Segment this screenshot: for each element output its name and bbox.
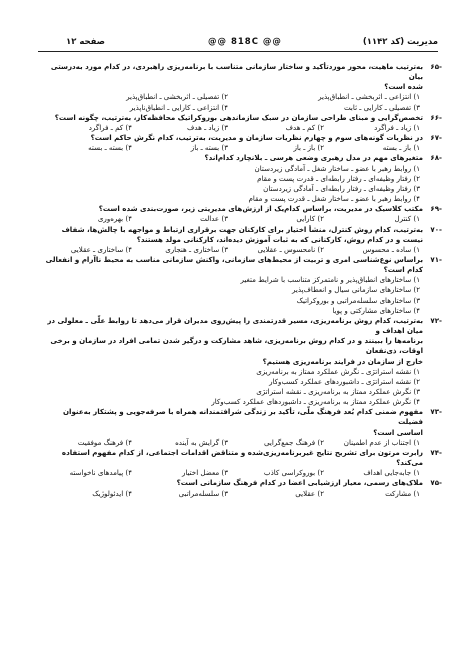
answer-options [36, 468, 442, 478]
answer-option: ۴) فرهنگ موفقیت [77, 437, 132, 447]
answer-option: ۲) رفتار وظیفه‌ای ـ رفتار رابطه‌ای ـ قدرت پست و مقام [257, 173, 420, 183]
answer-option: ۲) فرهنگ جمع‌گرایی [263, 437, 324, 447]
question-text: در نظریات گونه‌های سوم و چهارم نظریات سازمان و مدیریت، به‌ترتیب، کدام نگرش حاکم است؟ [90, 133, 423, 143]
question-list [36, 62, 442, 499]
answer-option: ۱) نقشه استراتژی ـ نگرش عملکرد ممتاز به برنامه‌ریزی [256, 366, 420, 376]
answer-options [36, 367, 442, 408]
answer-option: ۴) انتزاعی ـ کارایی ـ انطباق‌ناپذیر [129, 102, 228, 112]
answer-option: ۲) کم ـ هدف [285, 122, 324, 132]
answer-option: ۱) کنترل [394, 214, 420, 224]
question-item [36, 225, 442, 255]
answer-option: ۴) روابط رهبر با عضو ـ ساختار شغل ـ قدرت پست و مقام [248, 194, 420, 204]
answer-option: ۴) بسته ـ بسته [88, 143, 132, 153]
answer-option: ۲) ساختارهای سازمانی سیال و انعطاف‌پذیر [291, 285, 420, 295]
question-text: به‌ترتیب ماهیت، محور موردتأکید و ساختار سازمانی متناسب با برنامه‌ریزی راهبردی، در کدام مورد به‌درستی بیان [50, 62, 423, 82]
question-number: -۷۴ [430, 447, 442, 457]
answer-option: ۳) ساختاری ـ هنجاری [165, 244, 228, 254]
page-header [38, 37, 438, 52]
page-number: صفحه ۱۲ [66, 37, 105, 47]
booklet-code: @@ 818C @@ [208, 37, 282, 47]
question-number: -۶۹ [430, 204, 442, 214]
question-item [36, 448, 442, 478]
answer-options [36, 123, 442, 133]
question-number: -۶۵ [430, 62, 442, 71]
question-text: اساسی است؟ [373, 427, 423, 437]
question-number: -۷۵ [430, 478, 442, 488]
question-text: خارج از سازمان در فرایند برنامه‌ریزی هستیم؟ [262, 356, 423, 366]
answer-options [36, 214, 442, 224]
answer-option: ۴) ایدئولوژیک [92, 488, 132, 498]
answer-option: ۱) انتزاعی ـ اثربخشی ـ انطباق‌پذیر [318, 92, 420, 102]
answer-option: ۴) ساختاری ـ عقلایی [70, 244, 132, 254]
answer-options [36, 275, 442, 316]
answer-option: ۲) تفصیلی ـ اثربخشی ـ انطباق‌پذیر [126, 92, 228, 102]
answer-option: ۴) بهره‌وری [97, 214, 132, 224]
answer-option: ۱) اجتناب از عدم اطمینان [343, 437, 420, 447]
question-text: براساس نوع‌شناسی امری و تربیت از محیط‌های سازمانی، واکنش سازمانی مناسب به محیط ناآرام و انفعالی کدام است؟ [45, 254, 423, 275]
question-item [36, 407, 442, 448]
question-item [36, 113, 442, 133]
question-text: به‌ترتیب، کدام روش برنامه‌ریزی، مسیر قدرتمندی را پیش‌روی مدیران قرار می‌دهد تا روابط علّی ـ معلولی در میان اهداف و [47, 315, 423, 336]
question-item [36, 255, 442, 316]
answer-option: ۳) گرایش به آینده [175, 437, 228, 447]
answer-option: ۳) تفصیلی ـ کارایی ـ ثابت [343, 102, 420, 112]
answer-option: ۲) بوروکراسی کاذب [263, 468, 324, 478]
question-text: برنامه‌ها را ببینند و در کدام روش برنامه‌ریزی، شاهد مشارکت و درگیر شدن تمامی افراد در سازمان و برخی اوقات، ذی‌نفعان [50, 336, 423, 356]
question-number: -۷۰ [430, 224, 442, 234]
answer-option: ۳) زیاد ـ هدف [187, 122, 228, 132]
answer-options [36, 438, 442, 448]
answer-options [36, 143, 442, 153]
answer-options [36, 489, 442, 499]
question-text: مکتب کلاسیک در مدیریت، براساس کدام‌یک از ارزش‌های مدیریتی زیر، صورت‌بندی شده است؟ [98, 204, 423, 214]
answer-option: ۴) ساختارهای مشارکتی و پویا [332, 305, 420, 315]
answer-option: ۱) باز ـ بسته [382, 143, 420, 153]
question-item [36, 316, 442, 407]
question-number: -۶۸ [430, 153, 442, 163]
question-text: مفهوم ضمنی کدام بُعد فرهنگ ملّی، تأکید بر زندگی شرافتمندانه همراه با صرفه‌جویی و پشتکار به‌عنوان فضیلت [63, 407, 423, 427]
question-number: -۷۱ [430, 254, 442, 264]
answer-option: ۳) بسته ـ باز [190, 143, 228, 153]
answer-option: ۱) مشارکت [385, 488, 420, 498]
answer-options [36, 92, 442, 112]
question-text: ملاک‌های رسمی، معیار ارزشیابی اعضا در کدام فرهنگ سازمانی است؟ [176, 478, 423, 488]
answer-option: ۳) عدالت [200, 214, 228, 224]
answer-option: ۱) زیاد ـ فراگرد [374, 122, 420, 132]
subject-title: مدیریت (کد ۱۱۴۲) [362, 37, 438, 47]
question-text: نیست و در کدام روش، کارکنانی که به ثبات آموزش دیده‌اند، کارکنانی مولد هستند؟ [136, 234, 423, 244]
answer-option: ۴) کم ـ فراگرد [88, 122, 132, 132]
question-text: متغیرهای مهم در مدل رهبری وضعی هرسی ـ بلانچارد کدام‌اند؟ [204, 153, 423, 163]
answer-option: ۳) سلسله‌مراتبی [178, 488, 228, 498]
answer-option: ۳) معضل اختیار [181, 468, 228, 478]
question-item [36, 204, 442, 224]
question-number: -۷۳ [430, 407, 442, 417]
answer-option: ۱) ساختارهای انطباق‌پذیر و نامتمرکز متناسب با شرایط متغیر [240, 275, 420, 285]
question-number: -۶۷ [430, 133, 442, 143]
question-text: شده است؟ [384, 82, 423, 92]
answer-option: ۲) عقلایی [295, 488, 324, 498]
question-item [36, 62, 442, 113]
question-text: به‌ترتیب، کدام روش کنترل، منشأ اختیار برای کارکنان جهت برقراری ارتباط و مواجهه با چالش‌ها، شفاف [61, 224, 423, 234]
question-number: -۶۶ [430, 112, 442, 122]
answer-option: ۲) نقشه استراتژی ـ داشبوردهای عملکرد کسب‌وکار [269, 376, 420, 386]
question-item [36, 478, 442, 498]
answer-option: ۴) پیامدهای ناخواسته [69, 468, 132, 478]
question-text: تخصص‌گرایی و مبنای طراحی سازمان در سبک سازماندهی بوروکراتیک محافظه‌کار، به‌ترتیب، چگونه است؟ [54, 112, 423, 122]
question-item [36, 153, 442, 204]
answer-option: ۱) جابه‌جایی اهداف [363, 468, 420, 478]
answer-option: ۴) نگرش عملکرد ممتاز به برنامه‌ریزی ـ داشبوردهای عملکرد کسب‌وکار [211, 397, 420, 407]
answer-option: ۱) ساده ـ محسوس [362, 244, 420, 254]
answer-option: ۲) نامحسوس ـ عقلایی [257, 244, 324, 254]
question-item [36, 133, 442, 153]
answer-option: ۳) رفتار وظیفه‌ای ـ رفتار رابطه‌ای ـ آمادگی زیردستان [263, 183, 420, 193]
answer-options [36, 164, 442, 205]
answer-option: ۲) باز ـ باز [293, 143, 324, 153]
answer-option: ۳) ساختارهای سلسله‌مراتبی و بوروکراتیک [296, 295, 420, 305]
answer-options [36, 245, 442, 255]
answer-option: ۲) کارایی [296, 214, 324, 224]
question-number: -۷۲ [430, 315, 442, 325]
answer-option: ۳) نگرش عملکرد ممتاز به برنامه‌ریزی ـ نقشه استراتژی [256, 387, 420, 396]
answer-option: ۱) روابط رهبر با عضو ـ ساختار شغل ـ آمادگی زیردستان [254, 163, 420, 173]
question-text: رابرت مرتون برای تشریح نتایج غیربرنامه‌ریزی‌شده و متناقض اقدامات اجتماعی، از کدام مفهوم استفاده می‌کند؟ [61, 447, 423, 468]
